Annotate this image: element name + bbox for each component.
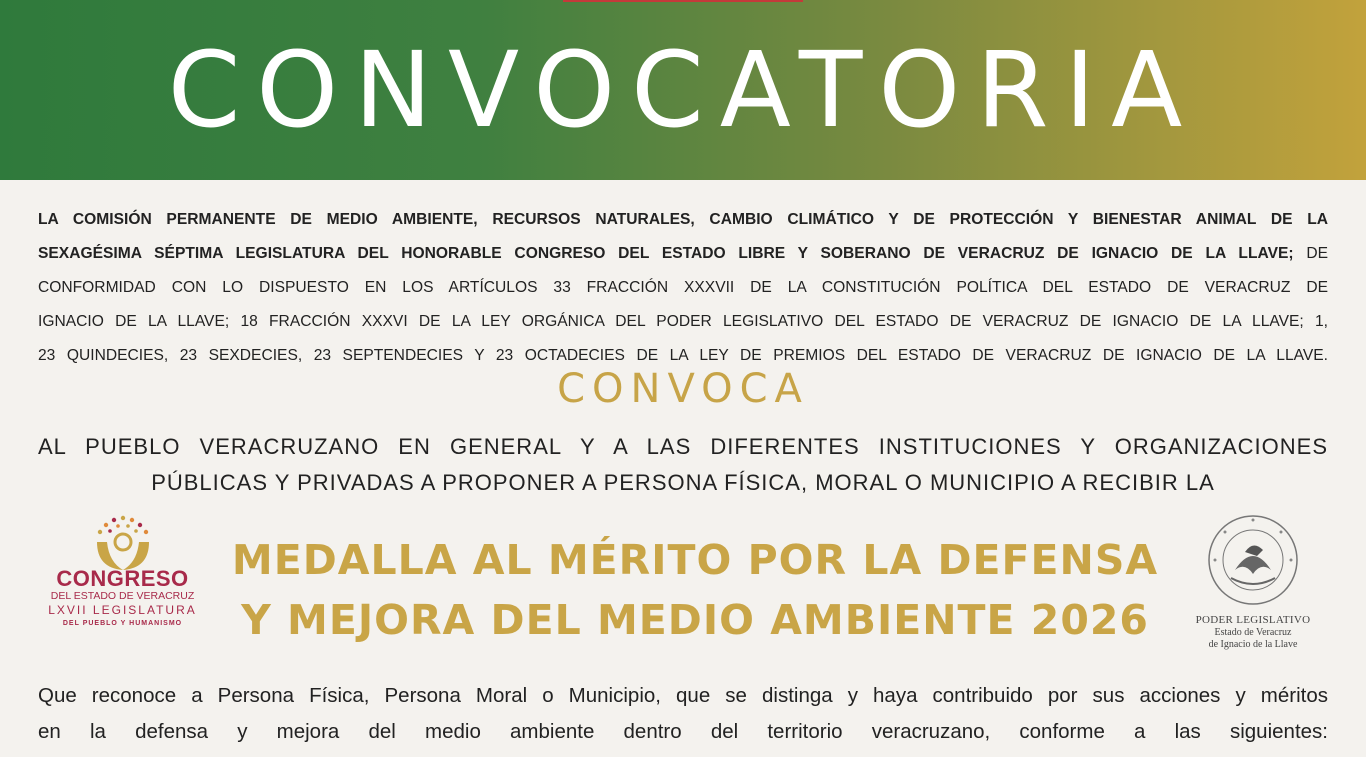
national-seal-icon bbox=[1205, 512, 1301, 608]
closing-line-2: en la defensa y mejora del medio ambiente dentro del territorio veracruzano, conforme a las siguientes: bbox=[38, 720, 1328, 743]
medal-line-2: Y MEJORA DEL MEDIO AMBIENTE 2026 bbox=[241, 596, 1149, 644]
congreso-name: CONGRESO bbox=[56, 566, 189, 591]
congreso-legislatura: LXVII LEGISLATURA bbox=[48, 603, 197, 617]
poder-legislativo-logo bbox=[1188, 512, 1318, 651]
invite-line-1: AL PUEBLO VERACRUZANO EN GENERAL Y A LAS DIFERENTES INSTITUCIONES Y ORGANIZACIONES bbox=[38, 434, 1328, 459]
invite-paragraph bbox=[38, 429, 1328, 501]
closing-line-1: Que reconoce a Persona Física, Persona Moral o Municipio, que se distinga y haya contribuido por sus acciones y méritos bbox=[38, 684, 1328, 707]
medal-title bbox=[230, 530, 1160, 650]
congreso-logo bbox=[40, 512, 205, 652]
congreso-motto: DEL PUEBLO Y HUMANISMO bbox=[62, 620, 183, 627]
medal-line-1: MEDALLA AL MÉRITO POR LA DEFENSA bbox=[231, 536, 1159, 584]
invite-line-2: PÚBLICAS Y PRIVADAS A PROPONER A PERSONA FÍSICA, MORAL O MUNICIPIO A RECIBIR LA bbox=[151, 470, 1215, 495]
intro-paragraph bbox=[38, 203, 1328, 373]
intro-line-4: IGNACIO DE LA LLAVE; 18 FRACCIÓN XXXVI DE LA LEY ORGÁNICA DEL PODER LEGISLATIVO DEL ESTADO DE VERACRUZ DE IGNACIO DE LA LLAVE; 1, bbox=[38, 313, 1328, 330]
page-title: CONVOCATORIA bbox=[167, 29, 1199, 151]
intro-line-2 bbox=[38, 237, 1328, 271]
intro-line-1: LA COMISIÓN PERMANENTE DE MEDIO AMBIENTE, RECURSOS NATURALES, CAMBIO CLIMÁTICO Y DE PROTECCIÓN Y BIENESTAR ANIMAL DE LA bbox=[38, 211, 1328, 228]
seal-title: PODER LEGISLATIVO bbox=[1195, 614, 1311, 626]
convoca-heading: CONVOCA bbox=[557, 366, 809, 412]
seal-sub-2: de Ignacio de la Llave bbox=[1208, 639, 1298, 650]
congreso-logo-icon bbox=[83, 512, 163, 574]
intro-line-5: 23 QUINDECIES, 23 SEXDECIES, 23 SEPTENDECIES Y 23 OCTADECIES DE LA LEY DE PREMIOS DEL ESTADO DE VERACRUZ DE IGNACIO DE LA LLAVE. bbox=[38, 347, 1328, 364]
top-accent-bar bbox=[563, 0, 803, 2]
closing-paragraph bbox=[38, 678, 1328, 750]
seal-sub-1: Estado de Veracruz bbox=[1214, 627, 1292, 638]
congreso-sub: DEL ESTADO DE VERACRUZ bbox=[50, 590, 195, 602]
header-banner bbox=[0, 0, 1366, 180]
intro-line-2-bold: SEXAGÉSIMA SÉPTIMA LEGISLATURA DEL HONORABLE CONGRESO DEL ESTADO LIBRE Y SOBERANO DE VERACRUZ DE IGNACIO DE LA LLAVE; bbox=[38, 245, 1294, 262]
intro-line-2-tail: DE bbox=[1293, 245, 1328, 262]
intro-line-3: CONFORMIDAD CON LO DISPUESTO EN LOS ARTÍCULOS 33 FRACCIÓN XXXVII DE LA CONSTITUCIÓN POLÍTICA DEL ESTADO DE VERACRUZ DE bbox=[38, 279, 1328, 296]
